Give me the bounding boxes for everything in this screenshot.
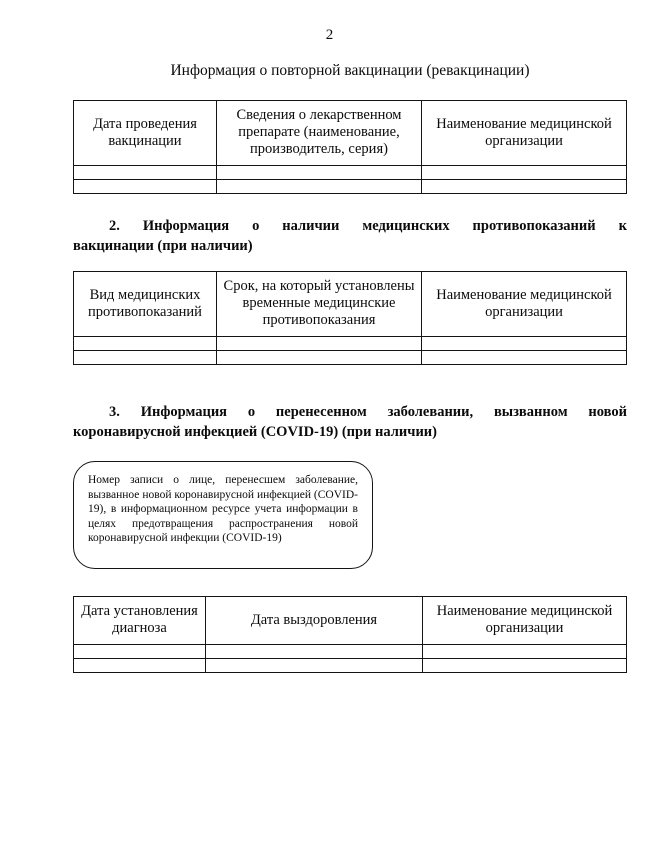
table-cell[interactable]: [74, 166, 217, 180]
table-row[interactable]: [74, 351, 627, 365]
column-header: Сведения о лекарственном препарате (наименование, производитель, серия): [217, 101, 422, 166]
heading-word: новой: [588, 404, 627, 420]
table-cell[interactable]: [74, 337, 217, 351]
heading-word: медицинских: [362, 218, 450, 234]
column-header: Вид медицинских противопоказаний: [74, 272, 217, 337]
table-cell[interactable]: [422, 351, 627, 365]
column-header: Наименование медицинской организации: [422, 101, 627, 166]
table-cell[interactable]: [217, 351, 422, 365]
table-header-row: [74, 272, 627, 337]
covid-record-number-text: Номер записи о лице, перенесшем заболевание, вызванное новой коронавирусной инфекцией (COVID-19), в информационном ресурсе учета информации в целях предотвращения распространения новой коронавирусной инфекции (COVID-19): [88, 474, 358, 545]
table-cell[interactable]: [422, 337, 627, 351]
column-header: Дата установления диагноза: [74, 597, 206, 645]
revaccination-caption: Информация о повторной вакцинации (ревакцинации): [170, 62, 530, 79]
heading-word: перенесенном: [275, 404, 367, 420]
column-header: Дата выздоровления: [206, 597, 423, 645]
table-cell[interactable]: [206, 645, 423, 659]
table-row[interactable]: [74, 337, 627, 351]
table-cell[interactable]: [74, 180, 217, 194]
section-3-heading-line2: коронавирусной инфекцией (COVID-19) (при наличии): [73, 424, 437, 440]
column-header: Наименование медицинской организации: [423, 597, 627, 645]
table-cell[interactable]: [217, 337, 422, 351]
table-cell[interactable]: [74, 645, 206, 659]
section-3-heading: [73, 402, 627, 442]
heading-word: о: [252, 218, 260, 234]
page-number: 2: [325, 27, 334, 43]
heading-word: к: [618, 218, 627, 234]
table-cell[interactable]: [206, 659, 423, 673]
section-2-heading: [73, 216, 627, 256]
heading-word: заболевании,: [387, 404, 474, 420]
column-header: Наименование медицинской организации: [422, 272, 627, 337]
contraindications-table: [73, 271, 627, 365]
heading-word: о: [247, 404, 256, 420]
heading-word: вызванном: [493, 404, 568, 420]
column-header: Дата проведения вакцинации: [74, 101, 217, 166]
table-cell[interactable]: [217, 180, 422, 194]
illness-table: [73, 596, 627, 673]
table-row[interactable]: [74, 180, 627, 194]
section-number: 2.: [109, 218, 120, 234]
section-2-heading-line2: вакцинации (при наличии): [73, 238, 253, 254]
section-2-heading-line1: [73, 216, 627, 236]
table-header-row: [74, 597, 627, 645]
table-row[interactable]: [74, 645, 627, 659]
table-row[interactable]: [74, 659, 627, 673]
section-number: 3.: [109, 404, 120, 420]
table-cell[interactable]: [74, 351, 217, 365]
heading-word: Информация: [140, 404, 228, 420]
table-cell[interactable]: [217, 166, 422, 180]
heading-word: противопоказаний: [472, 218, 596, 234]
table-cell[interactable]: [74, 659, 206, 673]
table-cell[interactable]: [423, 645, 627, 659]
table-header-row: [74, 101, 627, 166]
covid-record-number-box: [73, 461, 373, 569]
heading-word: наличии: [282, 218, 340, 234]
section-3-heading-line1: [73, 402, 627, 422]
table-cell[interactable]: [422, 180, 627, 194]
column-header: Срок, на который установлены временные медицинские противопоказания: [217, 272, 422, 337]
heading-word: Информация: [142, 218, 230, 234]
table-cell[interactable]: [423, 659, 627, 673]
table-row[interactable]: [74, 166, 627, 180]
table-cell[interactable]: [422, 166, 627, 180]
revaccination-table: [73, 100, 627, 194]
